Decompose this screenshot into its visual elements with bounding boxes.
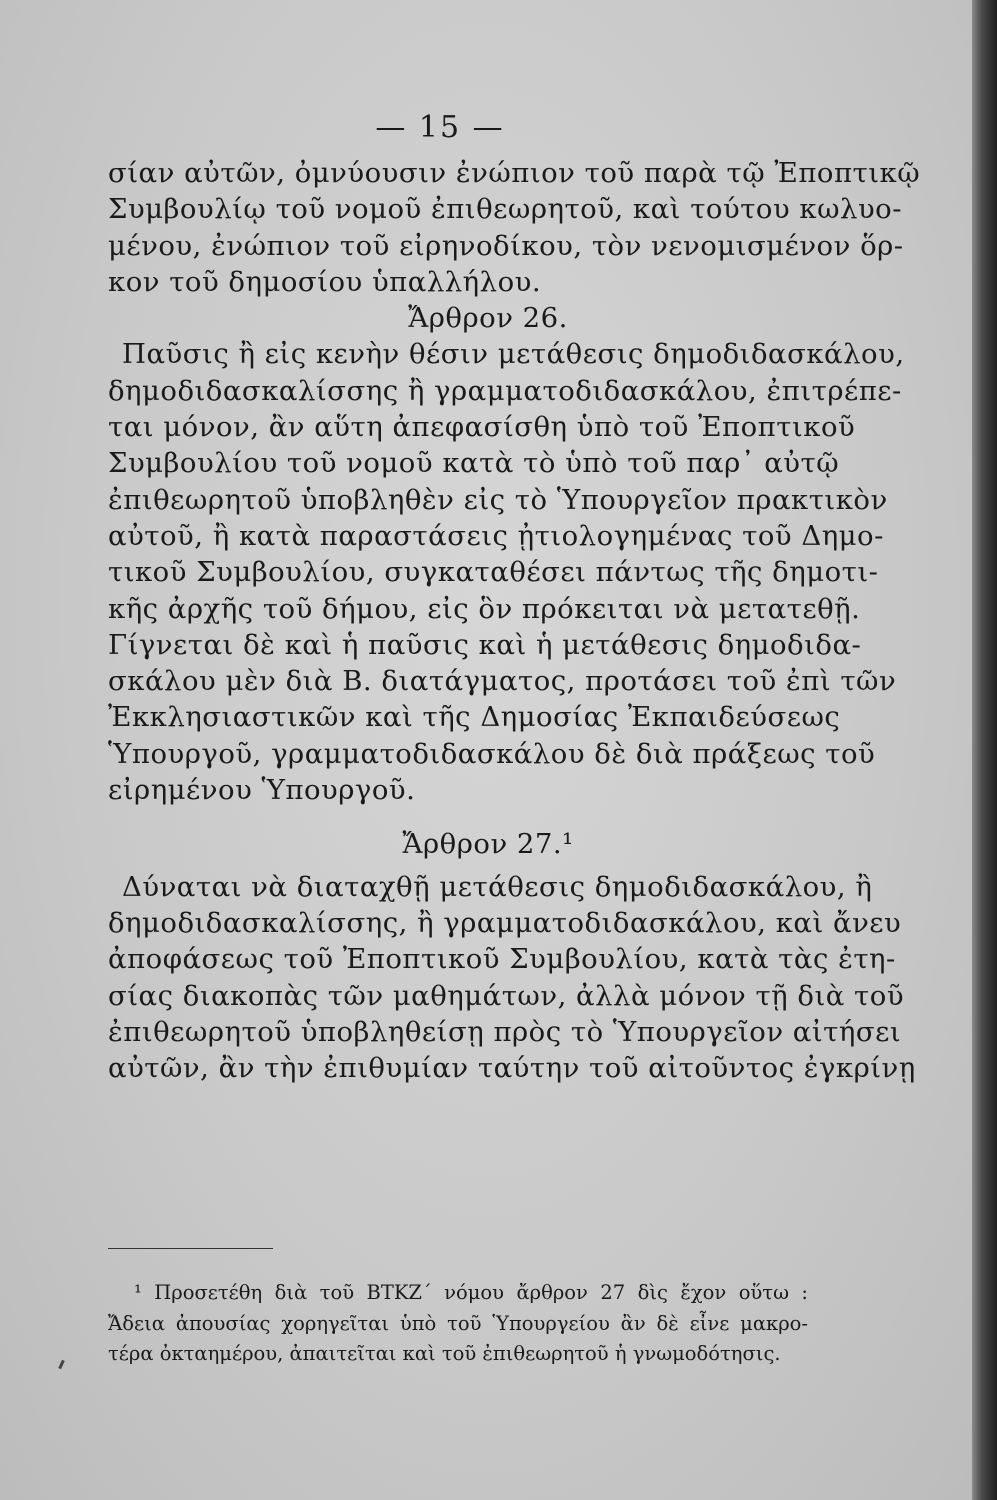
text-line: Ἐκκλησιαστικῶν καὶ τῆς Δημοσίας Ἐκπαιδεύσεως: [108, 701, 841, 734]
text-line: Γίγνεται δὲ καὶ ἡ παῦσις καὶ ἡ μετάθεσις δημοδιδα-: [108, 628, 862, 661]
paragraph-continuation: [108, 155, 921, 300]
page-edge-shadow: [972, 0, 997, 1500]
text-line: Ὑπουργοῦ, γραμματοδιδασκάλου δὲ διὰ πράξεως τοῦ: [108, 737, 876, 770]
text-line: αὐτῶν, ἂν τὴν ἐπιθυμίαν ταύτην τοῦ αἰτοῦντος ἐγκρίνῃ: [108, 1052, 916, 1085]
text-line: Δύναται νὰ διαταχθῇ μετάθεσις δημοδιδασκάλου, ἢ: [122, 870, 873, 903]
footnote-line: Ἄδεια ἀπουσίας χορηγεῖται ὑπὸ τοῦ Ὑπουργείου ἂν δὲ εἶνε μακρο-: [108, 1311, 808, 1335]
text-line: Συμβουλίου τοῦ νομοῦ κατὰ τὸ ὑπὸ τοῦ παρ᾽ αὐτῷ: [108, 447, 840, 480]
ink-mark: [58, 1360, 65, 1369]
page-number: — 15 —: [375, 110, 505, 145]
text-line: Παῦσις ἢ εἰς κενὴν θέσιν μετάθεσις δημοδιδασκάλου,: [122, 338, 905, 371]
text-line: κον τοῦ δημοσίου ὑπαλλήλου.: [108, 265, 542, 298]
footnote: [108, 1278, 808, 1370]
text-line: ἐπιθεωρητοῦ ὑποβληθείσῃ πρὸς τὸ Ὑπουργεῖον αἰτήσει: [108, 1015, 902, 1048]
article-27-heading: Ἄρθρον 27.¹: [402, 828, 574, 861]
text-line: τικοῦ Συμβουλίου, συγκαταθέσει πάντως τῆς δημοτι-: [108, 556, 879, 589]
main-text: [108, 155, 921, 1086]
text-line: αὐτοῦ, ἢ κατὰ παραστάσεις ᾐτιολογημένας τοῦ Δημο-: [108, 519, 884, 552]
text-line: δημοδιδασκαλίσσης ἢ γραμματοδιδασκάλου, ἐπιτρέπε-: [108, 374, 902, 407]
footnote-line: ¹ Προσετέθη διὰ τοῦ ΒΤΚΖ´ νόμου ἄρθρον 27 δὶς ἔχον οὕτω :: [134, 1281, 808, 1304]
article-26-paragraph: [108, 336, 905, 808]
text-line: ἀποφάσεως τοῦ Ἐποπτικοῦ Συμβουλίου, κατὰ τὰς ἐτη-: [108, 943, 896, 976]
text-line: μένου, ἐνώπιον τοῦ εἰρηνοδίκου, τὸν νενομισμένον ὅρ-: [108, 229, 904, 262]
article-27-paragraph: [108, 869, 916, 1087]
footnote-divider: [108, 1248, 273, 1249]
text-line: ται μόνον, ἂν αὕτη ἀπεφασίσθη ὑπὸ τοῦ Ἐποπτικοῦ: [108, 411, 856, 444]
article-26-heading: Ἄρθρον 26.: [408, 302, 568, 335]
text-line: Συμβουλίῳ τοῦ νομοῦ ἐπιθεωρητοῦ, καὶ τούτου κωλυο-: [108, 193, 903, 226]
text-line: σίαν αὐτῶν, ὀμνύουσιν ἐνώπιον τοῦ παρὰ τῷ Ἐποπτικῷ: [108, 157, 921, 189]
footnote-line: τέρα ὀκταημέρου, ἀπαιτεῖται καὶ τοῦ ἐπιθεωρητοῦ ἡ γνωμοδότησις.: [108, 1342, 781, 1365]
text-line: εἰρημένου Ὑπουργοῦ.: [108, 774, 416, 807]
text-line: σκάλου μὲν διὰ Β. διατάγματος, προτάσει τοῦ ἐπὶ τῶν: [108, 665, 897, 698]
text-line: σίας διακοπὰς τῶν μαθημάτων, ἀλλὰ μόνον τῇ διὰ τοῦ: [108, 979, 905, 1012]
text-line: κῆς ἀρχῆς τοῦ δήμου, εἰς ὃν πρόκειται νὰ μετατεθῇ.: [108, 592, 861, 625]
text-line: ἐπιθεωρητοῦ ὑποβληθὲν εἰς τὸ Ὑπουργεῖον πρακτικὸν: [108, 483, 888, 516]
text-line: δημοδιδασκαλίσσης, ἢ γραμματοδιδασκάλου, καὶ ἄνευ: [108, 906, 902, 939]
